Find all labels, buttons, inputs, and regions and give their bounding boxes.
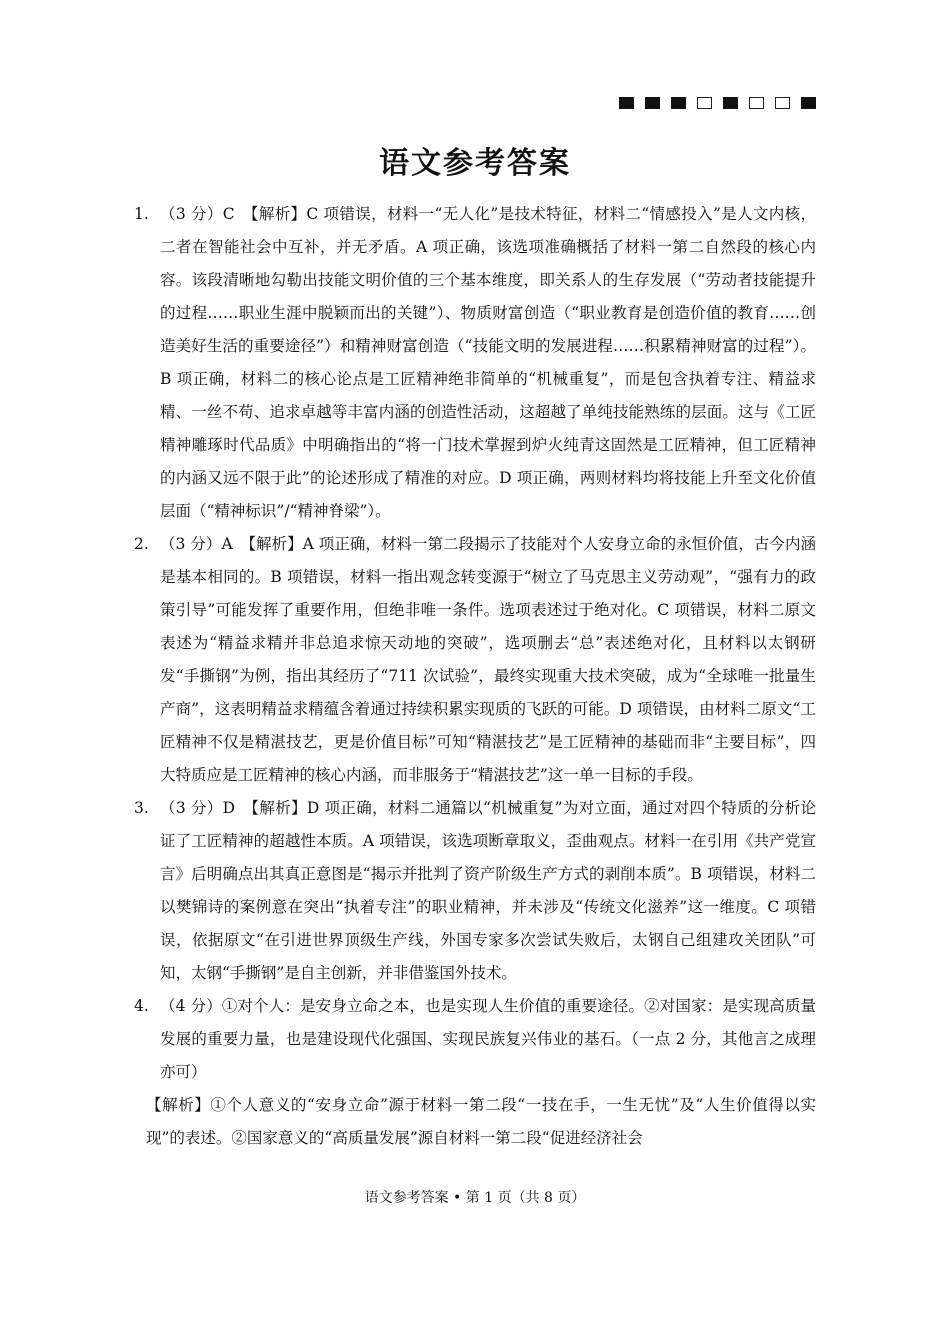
filled-square-mark [645,97,660,109]
item-text: （3 分）D 【解析】D 项正确，材料二通篇以“机械重复”为对立面，通过对四个特质的分析论证了工匠精神的超越性本质。A 项错误，该选项断章取义，歪曲观点。材料一在引用《共产党宣言》后明确点出其真正意图是“揭示并批判了资产阶级生产方式的剥削本质”。B 项错误，材料二以樊锦诗的案例意在突出“执着专注”的职业精神，并未涉及“传统文化滋养”这一维度。C 项错误，依据原文“在引进世界顶级生产线，外国专家多次尝试失败后，太钢自己组建攻关团队”可知，太钢“手撕钢”是自主创新，并非借鉴国外技术。 [160,799,816,982]
item-4-analysis: 【解析】①个人意义的“安身立命”源于材料一第二段“一技在手，一生无忧”及“人生价值得以实现”的表述。②国家意义的“高质量发展”源自材料一第二段“促进经济社会 [146,1096,816,1147]
filled-square-mark [619,97,634,109]
answer-content [134,198,816,1155]
answer-item-3 [134,792,816,990]
item-number: 4. [134,997,149,1015]
answer-item-1 [134,198,816,528]
empty-square-mark [697,97,712,109]
item-number: 1. [134,205,149,223]
header-marks [619,97,816,109]
item-number: 2. [134,535,149,553]
item-text: （3 分）A 【解析】A 项正确，材料一第二段揭示了技能对个人安身立命的永恒价值，古今内涵是基本相同的。B 项错误，材料一指出观念转变源于“树立了马克思主义劳动观”，“强有力的政策引导”可能发挥了重要作用，但绝非唯一条件。选项表述过于绝对化。C 项错误，材料二原文表述为“精益求精并非总追求惊天动地的突破”，选项删去“总”表述绝对化，且材料以太钢研发“手撕钢”为例，指出其经历了“711 次试验”，最终实现重大技术突破，成为“全球唯一批量生产商”，这表明精益求精蕴含着通过持续积累实现质的飞跃的可能。D 项错误，由材料二原文“工匠精神不仅是精湛技艺，更是价值目标”可知“精湛技艺”是工匠精神的基础而非“主要目标”，四大特质应是工匠精神的核心内涵，而非服务于“精湛技艺”这一单一目标的手段。 [160,535,816,784]
filled-square-mark [723,97,738,109]
item-text: （3 分）C 【解析】C 项错误，材料一“无人化”是技术特征，材料二“情感投入”是人文内核，二者在智能社会中互补，并无矛盾。A 项正确，该选项准确概括了材料一第二自然段的核心内容。该段清晰地勾勒出技能文明价值的三个基本维度，即关系人的生存发展（“劳动者技能提升的过程……职业生涯中脱颖而出的关键”）、物质财富创造（“职业教育是创造价值的教育……创造美好生活的重要途径”）和精神财富创造（“技能文明的发展进程……积累精神财富的过程”）。B 项正确，材料二的核心论点是工匠精神绝非简单的“机械重复”，而是包含执着专注、精益求精、一丝不苟、追求卓越等丰富内涵的创造性活动，这超越了单纯技能熟练的层面。这与《工匠精神雕琢时代品质》中明确指出的“将一门技术掌握到炉火纯青这固然是工匠精神，但工匠精神的内涵又远不限于此”的论述形成了精准的对应。D 项正确，两则材料均将技能上升至文化价值层面（“精神标识”/“精神脊梁”）。 [160,205,816,520]
page-footer: 语文参考答案 • 第 1 页（共 8 页） [364,1190,586,1206]
item-text: （4 分）①对个人：是安身立命之本，也是实现人生价值的重要途径。②对国家：是实现高质量发展的重要力量，也是建设现代化强国、实现民族复兴伟业的基石。（一点 2 分，其他言之成理亦可） [160,997,816,1081]
empty-square-mark [775,97,790,109]
item-number: 3. [134,799,149,817]
filled-square-mark [671,97,686,109]
page-title: 语文参考答案 [379,146,571,181]
filled-square-mark [801,97,816,109]
answer-item-4 [134,990,816,1089]
empty-square-mark [749,97,764,109]
answer-item-2 [134,528,816,792]
